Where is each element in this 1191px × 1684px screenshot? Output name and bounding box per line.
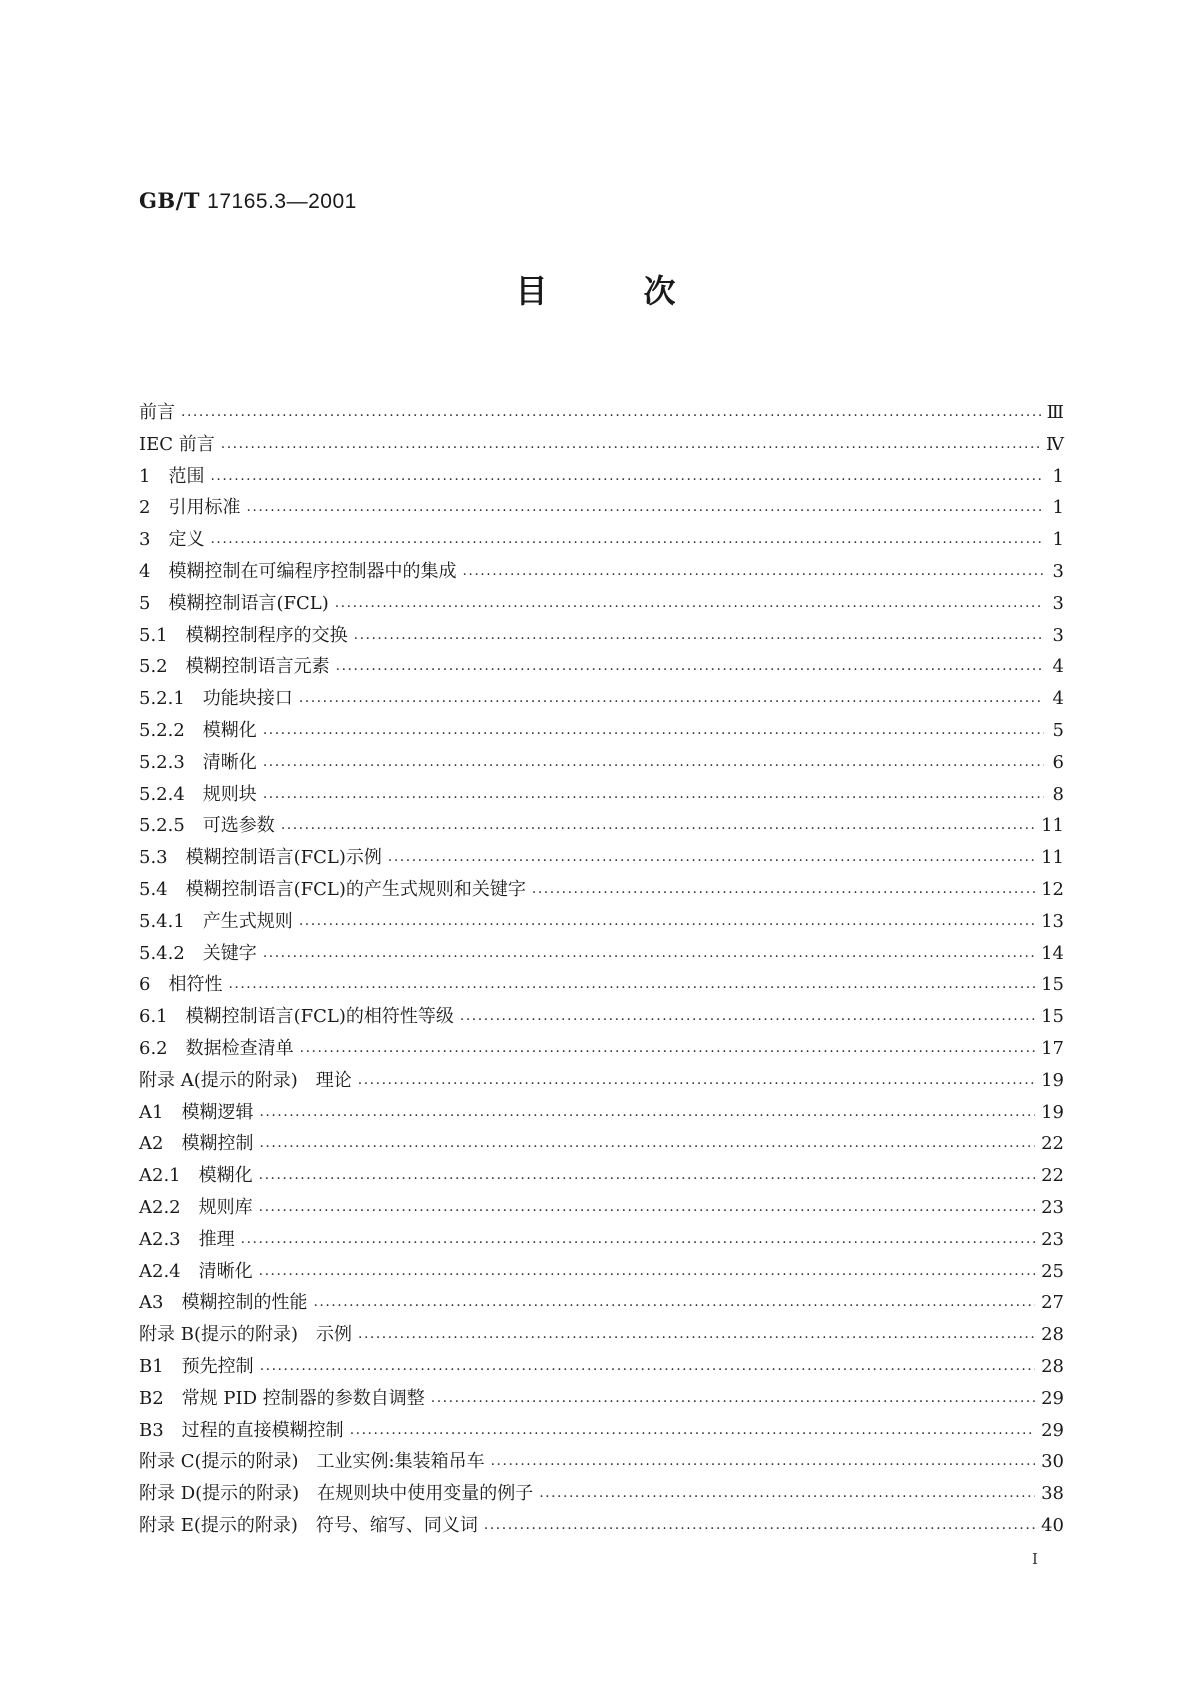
toc-dot-leader bbox=[259, 1267, 1035, 1281]
toc-entry-label: 附录 C(提示的附录) 工业实例:集装箱吊车 bbox=[139, 1451, 485, 1473]
toc-dot-leader bbox=[260, 1362, 1035, 1376]
toc-entry[interactable] bbox=[139, 557, 1064, 589]
toc-entry[interactable] bbox=[139, 1193, 1064, 1225]
toc-dot-leader bbox=[336, 662, 1044, 676]
toc-dot-leader bbox=[210, 535, 1044, 549]
toc-dot-leader bbox=[210, 472, 1044, 486]
toc-entry-label: 6.1 模糊控制语言(FCL)的相符性等级 bbox=[139, 1006, 454, 1028]
toc-dot-leader bbox=[228, 980, 1035, 994]
toc-entry-page: 27 bbox=[1041, 1292, 1064, 1314]
page-title: 目次 bbox=[515, 272, 772, 310]
toc-entry-label: 3 定义 bbox=[139, 529, 205, 551]
toc-dot-leader bbox=[259, 1203, 1035, 1217]
toc-entry-label: 6.2 数据检查清单 bbox=[139, 1037, 294, 1059]
toc-entry-label: 附录 E(提示的附录) 符号、缩写、同义词 bbox=[139, 1514, 478, 1536]
toc-entry[interactable] bbox=[139, 398, 1064, 430]
toc-entry-page: 11 bbox=[1041, 815, 1064, 837]
toc-entry[interactable] bbox=[139, 716, 1064, 748]
toc-entry-page: 11 bbox=[1041, 847, 1064, 869]
toc-entry-label: A2.2 规则库 bbox=[139, 1196, 253, 1218]
toc-entry-label: 5.3 模糊控制语言(FCL)示例 bbox=[139, 847, 382, 869]
toc-entry-page: 23 bbox=[1041, 1196, 1064, 1218]
toc-entry-page: 3 bbox=[1052, 624, 1064, 646]
toc-entry-label: 5 模糊控制语言(FCL) bbox=[139, 592, 329, 614]
toc-entry[interactable] bbox=[139, 684, 1064, 716]
toc-entry-page: 15 bbox=[1041, 974, 1064, 996]
toc-entry[interactable] bbox=[139, 748, 1064, 780]
standard-prefix: GB/T bbox=[139, 188, 200, 213]
toc-entry-page: 14 bbox=[1041, 942, 1064, 964]
toc-entry-page: 38 bbox=[1041, 1483, 1064, 1505]
toc-entry-label: 5.1 模糊控制程序的交换 bbox=[139, 624, 348, 646]
toc-dot-leader bbox=[491, 1457, 1035, 1471]
toc-entry-page: 4 bbox=[1052, 688, 1064, 710]
toc-entry-page: 22 bbox=[1041, 1165, 1064, 1187]
toc-dot-leader bbox=[388, 853, 1035, 867]
toc-entry[interactable] bbox=[139, 1384, 1064, 1416]
toc-dot-leader bbox=[313, 1298, 1035, 1312]
toc-entry-label: 5.4.1 产生式规则 bbox=[139, 910, 293, 932]
toc-entry-page: 3 bbox=[1052, 560, 1064, 582]
toc-dot-leader bbox=[460, 1012, 1035, 1026]
toc-entry-label: IEC 前言 bbox=[139, 433, 215, 455]
toc-entry-page: 17 bbox=[1041, 1037, 1064, 1059]
standard-number: 17165.3—2001 bbox=[207, 190, 357, 213]
toc-entry[interactable] bbox=[139, 1352, 1064, 1384]
toc-entry-page: 19 bbox=[1041, 1101, 1064, 1123]
toc-entry-label: 5.2.4 规则块 bbox=[139, 783, 257, 805]
toc-entry[interactable] bbox=[139, 1225, 1064, 1257]
toc-entry-label: 5.2.5 可选参数 bbox=[139, 815, 275, 837]
toc-dot-leader bbox=[263, 758, 1044, 772]
toc-entry[interactable] bbox=[139, 1257, 1064, 1289]
toc-entry[interactable] bbox=[139, 1416, 1064, 1448]
toc-entry-page: 8 bbox=[1052, 783, 1064, 805]
toc-dot-leader bbox=[358, 1330, 1035, 1344]
toc-entry[interactable] bbox=[139, 1066, 1064, 1098]
toc-entry-label: 附录 D(提示的附录) 在规则块中使用变量的例子 bbox=[139, 1483, 534, 1505]
toc-entry[interactable] bbox=[139, 1034, 1064, 1066]
toc-entry[interactable] bbox=[139, 1320, 1064, 1352]
toc-entry[interactable] bbox=[139, 780, 1064, 812]
toc-entry[interactable] bbox=[139, 1098, 1064, 1130]
toc-entry-page: 1 bbox=[1052, 465, 1064, 487]
toc-dot-leader bbox=[299, 694, 1044, 708]
toc-entry-label: A2.3 推理 bbox=[139, 1228, 235, 1250]
toc-entry-label: 前言 bbox=[139, 402, 175, 423]
toc-entry[interactable] bbox=[139, 875, 1064, 907]
toc-dot-leader bbox=[263, 726, 1044, 740]
toc-dot-leader bbox=[462, 567, 1044, 581]
toc-entry-page: 12 bbox=[1041, 878, 1064, 900]
toc-dot-leader bbox=[259, 1171, 1035, 1185]
toc-entry-label: 6 相符性 bbox=[139, 974, 223, 996]
toc-dot-leader bbox=[259, 1139, 1035, 1153]
toc-dot-leader bbox=[246, 503, 1044, 517]
toc-entry[interactable] bbox=[139, 621, 1064, 653]
toc-dot-leader bbox=[241, 1235, 1035, 1249]
toc-dot-leader bbox=[358, 1076, 1035, 1090]
toc-entry-page: 3 bbox=[1052, 592, 1064, 614]
toc-dot-leader bbox=[532, 885, 1035, 899]
toc-entry[interactable] bbox=[139, 1288, 1064, 1320]
toc-entry[interactable] bbox=[139, 525, 1064, 557]
toc-entry-label: 5.2 模糊控制语言元素 bbox=[139, 656, 330, 678]
toc-dot-leader bbox=[281, 821, 1035, 835]
toc-entry-page: 4 bbox=[1052, 656, 1064, 678]
toc-dot-leader bbox=[539, 1489, 1035, 1503]
toc-entry[interactable] bbox=[139, 907, 1064, 939]
toc-entry-page: 40 bbox=[1041, 1514, 1064, 1536]
toc-entry[interactable] bbox=[139, 1511, 1064, 1543]
toc-entry[interactable] bbox=[139, 462, 1064, 494]
toc-dot-leader bbox=[484, 1521, 1035, 1535]
toc-entry-label: 5.2.1 功能块接口 bbox=[139, 688, 293, 710]
toc-entry-label: 2 引用标准 bbox=[139, 497, 241, 519]
toc-entry-page: 30 bbox=[1041, 1451, 1064, 1473]
toc-entry-label: 5.2.3 清晰化 bbox=[139, 751, 257, 773]
toc-entry[interactable] bbox=[139, 843, 1064, 875]
toc-entry[interactable] bbox=[139, 939, 1064, 971]
toc-dot-leader bbox=[431, 1394, 1035, 1408]
toc-entry-page: 22 bbox=[1041, 1133, 1064, 1155]
toc-entry-page: Ⅲ bbox=[1046, 402, 1064, 423]
toc-entry[interactable] bbox=[139, 1161, 1064, 1193]
toc-dot-leader bbox=[299, 917, 1035, 931]
toc-entry-page: 6 bbox=[1052, 751, 1064, 773]
toc-entry-label: 4 模糊控制在可编程序控制器中的集成 bbox=[139, 560, 457, 582]
toc-entry[interactable] bbox=[139, 811, 1064, 843]
toc-entry[interactable] bbox=[139, 970, 1064, 1002]
toc-entry-label: 附录 B(提示的附录) 示例 bbox=[139, 1324, 352, 1346]
toc-dot-leader bbox=[181, 408, 1041, 422]
toc-dot-leader bbox=[300, 1044, 1035, 1058]
table-of-contents bbox=[139, 398, 1064, 1543]
toc-dot-leader bbox=[335, 599, 1044, 613]
toc-entry-label: A2.1 模糊化 bbox=[139, 1165, 253, 1187]
toc-entry-label: A2 模糊控制 bbox=[139, 1133, 254, 1155]
toc-entry-page: 15 bbox=[1041, 1006, 1064, 1028]
toc-entry-label: B1 预先控制 bbox=[139, 1355, 254, 1377]
toc-entry-label: B3 过程的直接模糊控制 bbox=[139, 1419, 344, 1441]
toc-entry-page: 1 bbox=[1052, 529, 1064, 551]
toc-entry-label: 5.4.2 关键字 bbox=[139, 942, 257, 964]
toc-entry-page: 28 bbox=[1041, 1355, 1064, 1377]
toc-entry[interactable] bbox=[139, 1129, 1064, 1161]
toc-entry-label: A3 模糊控制的性能 bbox=[139, 1292, 308, 1314]
toc-entry[interactable] bbox=[139, 1002, 1064, 1034]
toc-entry[interactable] bbox=[139, 493, 1064, 525]
toc-entry-label: 附录 A(提示的附录) 理论 bbox=[139, 1069, 352, 1091]
toc-entry-page: 29 bbox=[1041, 1387, 1064, 1409]
standard-code bbox=[139, 188, 357, 214]
toc-dot-leader bbox=[259, 1108, 1035, 1122]
toc-entry[interactable] bbox=[139, 652, 1064, 684]
toc-dot-leader bbox=[350, 1426, 1035, 1440]
toc-entry-label: A1 模糊逻辑 bbox=[139, 1101, 254, 1123]
toc-entry[interactable] bbox=[139, 1479, 1064, 1511]
toc-entry-label: B2 常规 PID 控制器的参数自调整 bbox=[139, 1387, 425, 1409]
toc-entry[interactable] bbox=[139, 1447, 1064, 1479]
toc-entry-page: 28 bbox=[1041, 1324, 1064, 1346]
toc-entry-label: A2.4 清晰化 bbox=[139, 1260, 253, 1282]
toc-entry-label: 1 范围 bbox=[139, 465, 205, 487]
toc-dot-leader bbox=[354, 631, 1044, 645]
toc-entry-page: 25 bbox=[1041, 1260, 1064, 1282]
page-number: Ⅰ bbox=[1032, 1550, 1038, 1568]
toc-entry-label: 5.2.2 模糊化 bbox=[139, 719, 257, 741]
toc-entry-label: 5.4 模糊控制语言(FCL)的产生式规则和关键字 bbox=[139, 878, 526, 900]
toc-entry-page: 5 bbox=[1052, 719, 1064, 741]
toc-entry-page: 29 bbox=[1041, 1419, 1064, 1441]
toc-dot-leader bbox=[221, 440, 1040, 454]
toc-entry-page: 1 bbox=[1052, 497, 1064, 519]
toc-entry-page: 19 bbox=[1041, 1069, 1064, 1091]
toc-dot-leader bbox=[263, 790, 1044, 804]
toc-entry[interactable] bbox=[139, 589, 1064, 621]
toc-entry-page: Ⅳ bbox=[1046, 433, 1064, 455]
toc-dot-leader bbox=[263, 949, 1035, 963]
toc-entry-page: 13 bbox=[1041, 910, 1064, 932]
toc-entry-page: 23 bbox=[1041, 1228, 1064, 1250]
toc-entry[interactable] bbox=[139, 430, 1064, 462]
